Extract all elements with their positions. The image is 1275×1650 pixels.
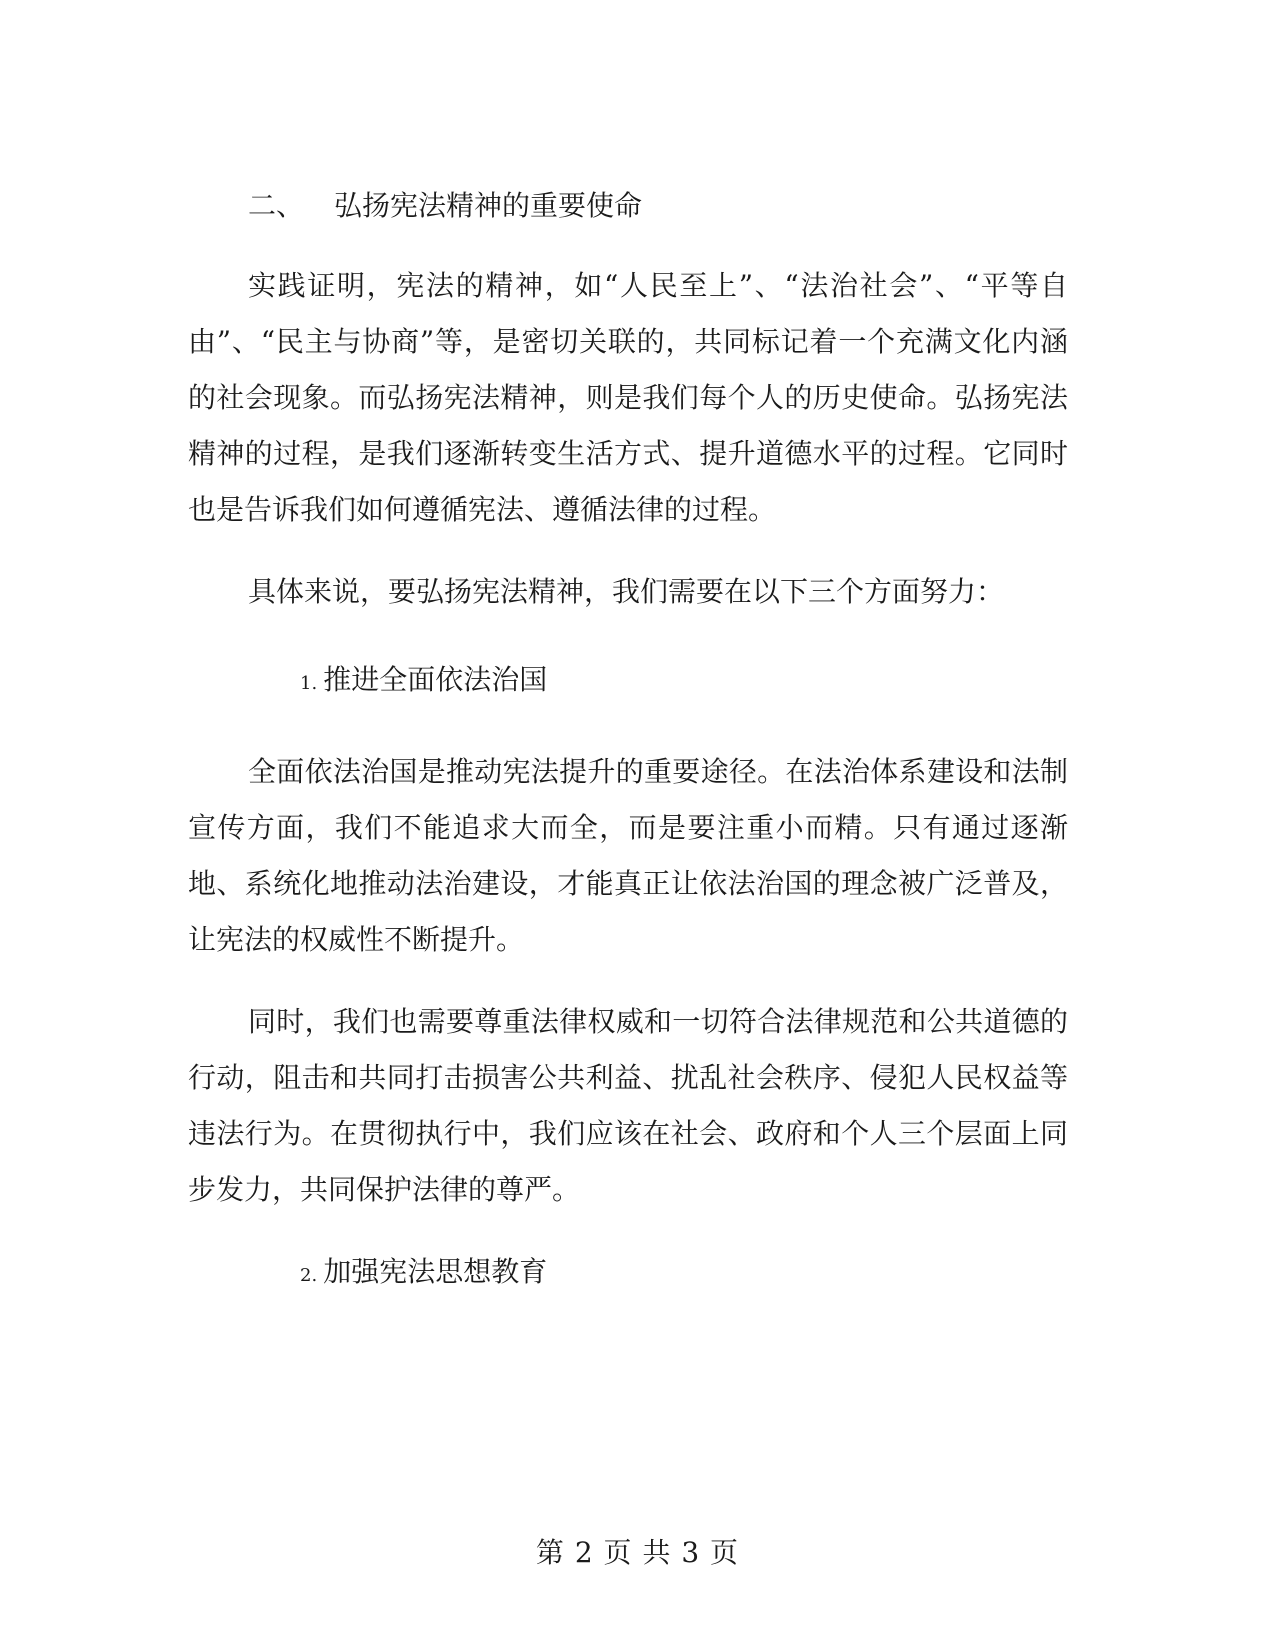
paragraph-respect-law: 同时，我们也需要尊重法律权威和一切符合法律规范和公共道德的行动，阻击和共同打击损害公共利益、扰乱社会秩序、侵犯人民权益等违法行为。在贯彻执行中，我们应该在社会、政府和个人三个层面上同步发力，共同保护法律的尊严。 — [188, 1005, 1068, 1206]
subheading-index: 2. — [300, 1265, 318, 1286]
paragraph-constitution-spirit: 实践证明，宪法的精神，如“人民至上”、“法治社会”、“平等自由”、“民主与协商”等，是密切关联的，共同标记着一个充满文化内涵的社会现象。而弘扬宪法精神，则是我们每个人的历史使命。弘扬宪法精神的过程，是我们逐渐转变生活方式、提升道德水平的过程。它同时也是告诉我们如何遵循宪法、遵循法律的过程。 — [188, 269, 1068, 526]
paragraph-three-aspects: 具体来说，要弘扬宪法精神，我们需要在以下三个方面努力： — [248, 575, 1005, 608]
subheading-2 — [300, 1252, 547, 1296]
subheading-1 — [300, 660, 547, 704]
page-footer: 第 2 页 共 3 页 — [535, 1536, 740, 1569]
section-heading — [248, 186, 642, 226]
subheading-index: 1. — [300, 673, 318, 694]
section-title: 弘扬宪法精神的重要使命 — [334, 189, 643, 222]
section-number: 二、 — [248, 189, 305, 222]
paragraph-rule-of-law: 全面依法治国是推动宪法提升的重要途径。在法治体系建设和法制宣传方面，我们不能追求大而全，而是要注重小而精。只有通过逐渐地、系统化地推动法治建设，才能真正让依法治国的理念被广泛普及，让宪法的权威性不断提升。 — [188, 755, 1068, 956]
subheading-text: 加强宪法思想教育 — [323, 1255, 548, 1288]
subheading-text: 推进全面依法治国 — [323, 663, 548, 696]
